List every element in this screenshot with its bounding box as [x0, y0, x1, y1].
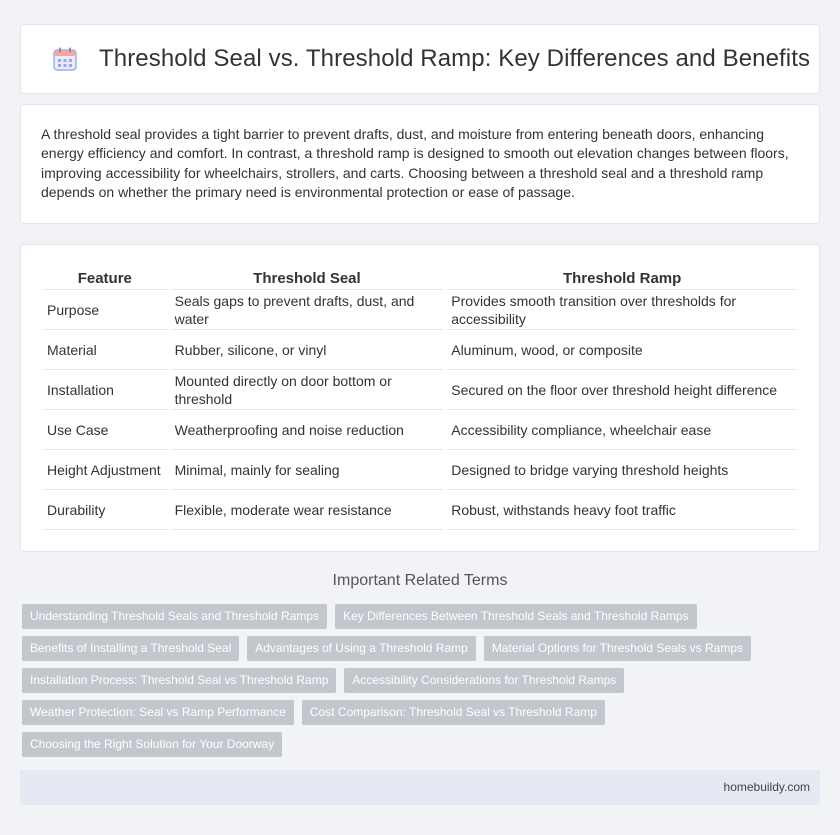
- row-feature: Material: [43, 330, 167, 370]
- intro-card: [20, 104, 820, 224]
- page-title: Threshold Seal vs. Threshold Ramp: Key Differences and Benefits: [99, 45, 811, 72]
- row-feature: Purpose: [43, 290, 167, 330]
- table-row: [43, 450, 797, 490]
- row-seal-value: Seals gaps to prevent drafts, dust, and water: [171, 290, 444, 330]
- related-terms-list: [22, 604, 802, 764]
- related-term-link[interactable]: Key Differences Between Threshold Seals and Threshold Ramps: [335, 604, 697, 629]
- row-seal-value: Minimal, mainly for sealing: [171, 450, 444, 490]
- row-seal-value: Flexible, moderate wear resistance: [171, 490, 444, 530]
- row-ramp-value: Aluminum, wood, or composite: [447, 330, 797, 370]
- header-feature: Feature: [43, 263, 167, 290]
- row-feature: Use Case: [43, 410, 167, 450]
- row-feature: Installation: [43, 370, 167, 410]
- table-row: [43, 290, 797, 330]
- related-terms-title: Important Related Terms: [332, 572, 508, 589]
- related-term-link[interactable]: Understanding Threshold Seals and Threshold Ramps: [22, 604, 327, 629]
- table-row: [43, 370, 797, 410]
- table-row: [43, 330, 797, 370]
- row-ramp-value: Provides smooth transition over thresholds for accessibility: [447, 290, 797, 330]
- intro-text: A threshold seal provides a tight barrier to prevent drafts, dust, and moisture from entering beneath doors, enhancing energy efficiency and comfort. In contrast, a threshold ramp is designed to smooth out elevation changes between floors, improving accessibility for wheelchairs, strollers, and carts. Choosing between a threshold seal and a threshold ramp depends on whether the primary need is environmental protection or ease of passage.: [41, 126, 789, 201]
- table-row: [43, 490, 797, 530]
- table-header-row: [43, 263, 797, 290]
- row-ramp-value: Secured on the floor over threshold height difference: [447, 370, 797, 410]
- related-term-link[interactable]: Accessibility Considerations for Threshold Ramps: [344, 668, 624, 693]
- page-footer: [20, 770, 820, 805]
- row-seal-value: Mounted directly on door bottom or threshold: [171, 370, 444, 410]
- related-term-link[interactable]: Benefits of Installing a Threshold Seal: [22, 636, 239, 661]
- row-feature: Durability: [43, 490, 167, 530]
- related-term-link[interactable]: Weather Protection: Seal vs Ramp Performance: [22, 700, 294, 725]
- header-threshold-seal: Threshold Seal: [171, 263, 444, 290]
- related-term-link[interactable]: Cost Comparison: Threshold Seal vs Threshold Ramp: [302, 700, 605, 725]
- related-term-link[interactable]: Choosing the Right Solution for Your Doorway: [22, 732, 282, 757]
- row-ramp-value: Accessibility compliance, wheelchair ease: [447, 410, 797, 450]
- row-seal-value: Rubber, silicone, or vinyl: [171, 330, 444, 370]
- row-ramp-value: Designed to bridge varying threshold heights: [447, 450, 797, 490]
- table-row: [43, 410, 797, 450]
- row-feature: Height Adjustment: [43, 450, 167, 490]
- comparison-card: [20, 244, 820, 552]
- calendar-icon: [51, 45, 79, 73]
- header-threshold-ramp: Threshold Ramp: [447, 263, 797, 290]
- row-ramp-value: Robust, withstands heavy foot traffic: [447, 490, 797, 530]
- footer-site-link[interactable]: homebuildy.com: [723, 780, 810, 794]
- page-header: [20, 24, 820, 94]
- row-seal-value: Weatherproofing and noise reduction: [171, 410, 444, 450]
- related-term-link[interactable]: Material Options for Threshold Seals vs Ramps: [484, 636, 751, 661]
- comparison-table: [39, 263, 801, 530]
- related-term-link[interactable]: Advantages of Using a Threshold Ramp: [247, 636, 476, 661]
- related-term-link[interactable]: Installation Process: Threshold Seal vs Threshold Ramp: [22, 668, 336, 693]
